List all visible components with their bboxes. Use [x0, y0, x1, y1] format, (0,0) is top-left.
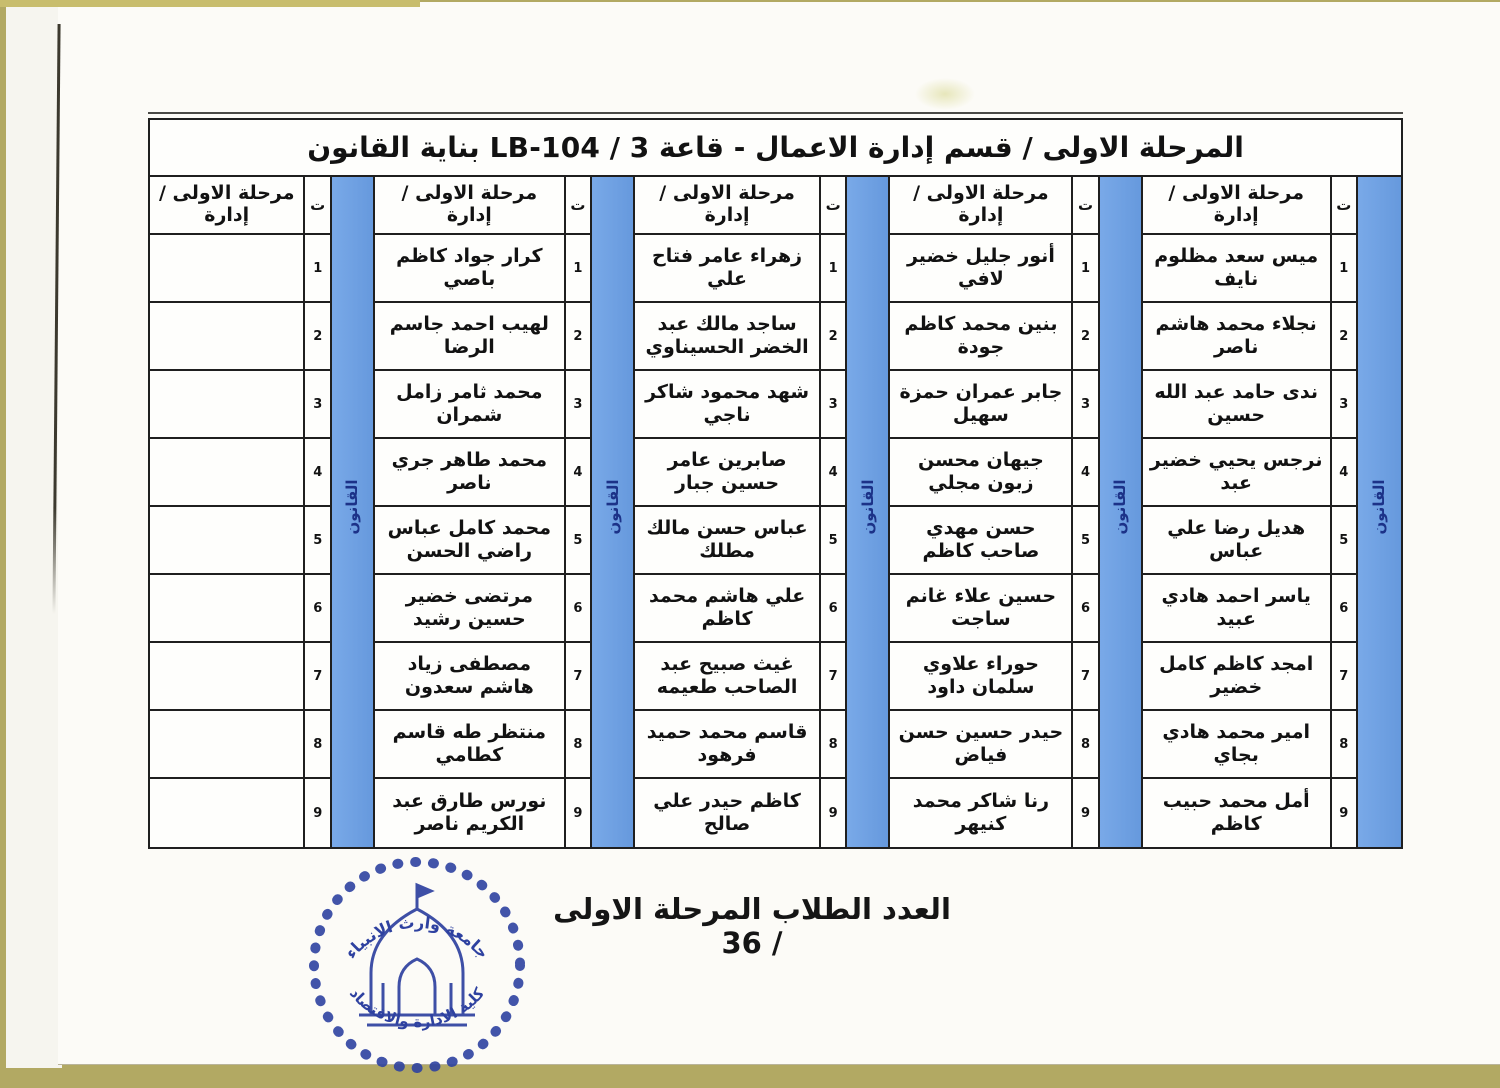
row-index-cell: 5	[566, 507, 590, 575]
column-header-index: ت	[305, 177, 329, 235]
student-name-cell	[150, 439, 303, 507]
row-index-cell: 2	[1332, 303, 1356, 371]
row-index-cell: 1	[821, 235, 845, 303]
student-name-cell: غيث صبيح عبد الصاحب طعيمه	[635, 643, 819, 711]
index-column	[1071, 177, 1097, 847]
row-index-cell: 8	[821, 711, 845, 779]
student-name-cell: رنا شاكر محمد كنيهر	[912, 789, 1050, 835]
row-index-cell: 7	[821, 643, 845, 711]
row-index-cell: 4	[1332, 439, 1356, 507]
column-header-stage: مرحلة الاولى / إدارة	[1143, 177, 1330, 235]
row-index-cell: 4	[566, 439, 590, 507]
column-header-index: ت	[1332, 177, 1356, 235]
row-index-cell: 8	[1073, 711, 1097, 779]
row-index-cell: 9	[1339, 805, 1349, 821]
building-label-strip	[590, 177, 633, 847]
student-name-cell: بنين محمد كاظم جودة	[890, 303, 1071, 371]
student-name-cell: علي هاشم محمد كاظم	[635, 575, 819, 643]
students-table	[148, 118, 1403, 849]
row-index-cell: 8	[1332, 711, 1356, 779]
student-count-text: العدد الطلاب المرحلة الاولى / 36	[553, 892, 951, 960]
row-index-cell: 3	[566, 371, 590, 439]
row-index-cell: 9	[573, 805, 583, 821]
student-name-cell: أنور جليل خضير لافي	[890, 235, 1071, 303]
row-index-cell: 5	[821, 507, 845, 575]
student-name-cell: ساجد مالك عبد الخضر الحسيناوي	[635, 303, 819, 371]
building-label: القانون	[1370, 479, 1389, 535]
name-column-1	[1141, 177, 1330, 847]
building-label: القانون	[1111, 479, 1130, 535]
student-name-cell: ياسر احمد هادي عبيد	[1143, 575, 1330, 643]
index-column	[1330, 177, 1356, 847]
index-column	[564, 177, 590, 847]
column-header-index: ت	[566, 177, 590, 235]
student-name-cell: امجد كاظم كامل خضير	[1143, 643, 1330, 711]
row-index-cell: 7	[1073, 643, 1097, 711]
student-name-cell: صابرين عامر حسين جبار	[635, 439, 819, 507]
student-name-cell	[150, 643, 303, 711]
row-index-cell: 1	[566, 235, 590, 303]
row-index-cell: 5	[305, 507, 329, 575]
row-index-cell: 1	[1073, 235, 1097, 303]
row-index-cell: 7	[566, 643, 590, 711]
row-index-cell: 3	[305, 371, 329, 439]
student-name-cell: حسن مهدي صاحب كاظم	[890, 507, 1071, 575]
student-name-cell: شهد محمود شاكر ناجي	[635, 371, 819, 439]
student-name-cell: كاظم حيدر علي صالح	[653, 789, 801, 835]
student-name-cell: نجلاء محمد هاشم ناصر	[1143, 303, 1330, 371]
student-name-cell: جابر عمران حمزة سهيل	[890, 371, 1071, 439]
student-name-cell: قاسم محمد حميد فرهود	[635, 711, 819, 779]
row-index-cell: 9	[828, 805, 838, 821]
row-index-cell: 2	[305, 303, 329, 371]
row-index-cell: 3	[1073, 371, 1097, 439]
student-name-cell	[150, 507, 303, 575]
row-index-cell: 2	[566, 303, 590, 371]
student-name-cell: لهيب احمد جاسم الرضا	[375, 303, 564, 371]
student-name-cell: حوراء علاوي سلمان داود	[890, 643, 1071, 711]
student-name-cell	[150, 235, 303, 303]
row-index-cell: 3	[821, 371, 845, 439]
student-name-cell: كرار جواد كاظم باصي	[375, 235, 564, 303]
column-header-stage: مرحلة الاولى / إدارة	[150, 177, 303, 235]
student-name-cell	[150, 371, 303, 439]
index-column	[303, 177, 329, 847]
student-name-cell: ميس سعد مظلوم نايف	[1143, 235, 1330, 303]
row-index-cell: 6	[821, 575, 845, 643]
row-index-cell: 8	[305, 711, 329, 779]
name-column-empty	[150, 177, 303, 847]
name-column-4	[373, 177, 564, 847]
student-name-cell: محمد طاهر جري ناصر	[375, 439, 564, 507]
building-label-strip	[1356, 177, 1401, 847]
student-name-cell: أمل محمد حبيب كاظم	[1162, 789, 1310, 835]
row-index-cell: 2	[821, 303, 845, 371]
student-name-cell	[150, 575, 303, 643]
student-name-cell: حيدر حسين حسن فياض	[890, 711, 1071, 779]
student-name-cell: محمد كامل عباس راضي الحسن	[375, 507, 564, 575]
row-index-cell: 5	[1073, 507, 1097, 575]
student-name-cell: منتظر طه قاسم كطامي	[375, 711, 564, 779]
name-column-2	[888, 177, 1071, 847]
student-name-cell: مرتضى خضير حسين رشيد	[375, 575, 564, 643]
scan-smudge	[915, 78, 975, 110]
column-header-stage: مرحلة الاولى / إدارة	[375, 177, 564, 235]
row-index-cell: 2	[1073, 303, 1097, 371]
row-index-cell: 4	[1073, 439, 1097, 507]
scan-edge-strip	[0, 0, 420, 7]
column-header-index: ت	[1073, 177, 1097, 235]
row-index-cell: 6	[1332, 575, 1356, 643]
table-body	[150, 177, 1401, 847]
document-title: المرحلة الاولى / قسم إدارة الاعمال - قاعة 3 / LB-104 بناية القانون	[150, 120, 1401, 177]
building-label-strip	[330, 177, 373, 847]
row-index-cell: 9	[313, 805, 323, 821]
student-name-cell: محمد ثامر زامل شمران	[375, 371, 564, 439]
student-name-cell: حسين علاء غانم ساجت	[890, 575, 1071, 643]
row-index-cell: 3	[1332, 371, 1356, 439]
building-label-strip	[845, 177, 888, 847]
student-name-cell: جيهان محسن زبون مجلي	[890, 439, 1071, 507]
student-name-cell: زهراء عامر فتاح علي	[635, 235, 819, 303]
university-stamp	[302, 850, 532, 1080]
column-header-index: ت	[821, 177, 845, 235]
student-name-cell: امير محمد هادي بجاي	[1143, 711, 1330, 779]
row-index-cell: 5	[1332, 507, 1356, 575]
student-name-cell: نورس طارق عبد الكريم ناصر	[392, 789, 547, 835]
student-name-cell	[150, 711, 303, 779]
student-name-cell	[150, 303, 303, 371]
stamp-top-text: جامعة وارث الانبياء	[341, 912, 493, 963]
row-index-cell: 7	[305, 643, 329, 711]
student-name-cell: نرجس يحيي خضير عبد	[1143, 439, 1330, 507]
row-index-cell: 1	[305, 235, 329, 303]
building-label-strip	[1098, 177, 1141, 847]
student-name-cell	[150, 779, 303, 847]
column-header-stage: مرحلة الاولى / إدارة	[890, 177, 1071, 235]
student-name-cell: عباس حسن مالك مطلك	[635, 507, 819, 575]
column-header-stage: مرحلة الاولى / إدارة	[635, 177, 819, 235]
row-index-cell: 4	[821, 439, 845, 507]
student-name-cell: هديل رضا علي عباس	[1143, 507, 1330, 575]
building-label: القانون	[858, 479, 877, 535]
row-index-cell: 1	[1332, 235, 1356, 303]
building-label: القانون	[603, 479, 622, 535]
row-index-cell: 6	[1073, 575, 1097, 643]
row-index-cell: 9	[1081, 805, 1091, 821]
row-index-cell: 7	[1332, 643, 1356, 711]
name-column-3	[633, 177, 819, 847]
row-index-cell: 4	[305, 439, 329, 507]
row-index-cell: 6	[305, 575, 329, 643]
student-name-cell: ندى حامد عبد الله حسين	[1143, 371, 1330, 439]
building-label: القانون	[343, 479, 362, 535]
stamp-bottom-text: كلية الادارة والاقتصاد	[345, 984, 489, 1032]
row-index-cell: 8	[566, 711, 590, 779]
student-name-cell: مصطفى زياد هاشم سعدون	[375, 643, 564, 711]
index-column	[819, 177, 845, 847]
row-index-cell: 6	[566, 575, 590, 643]
